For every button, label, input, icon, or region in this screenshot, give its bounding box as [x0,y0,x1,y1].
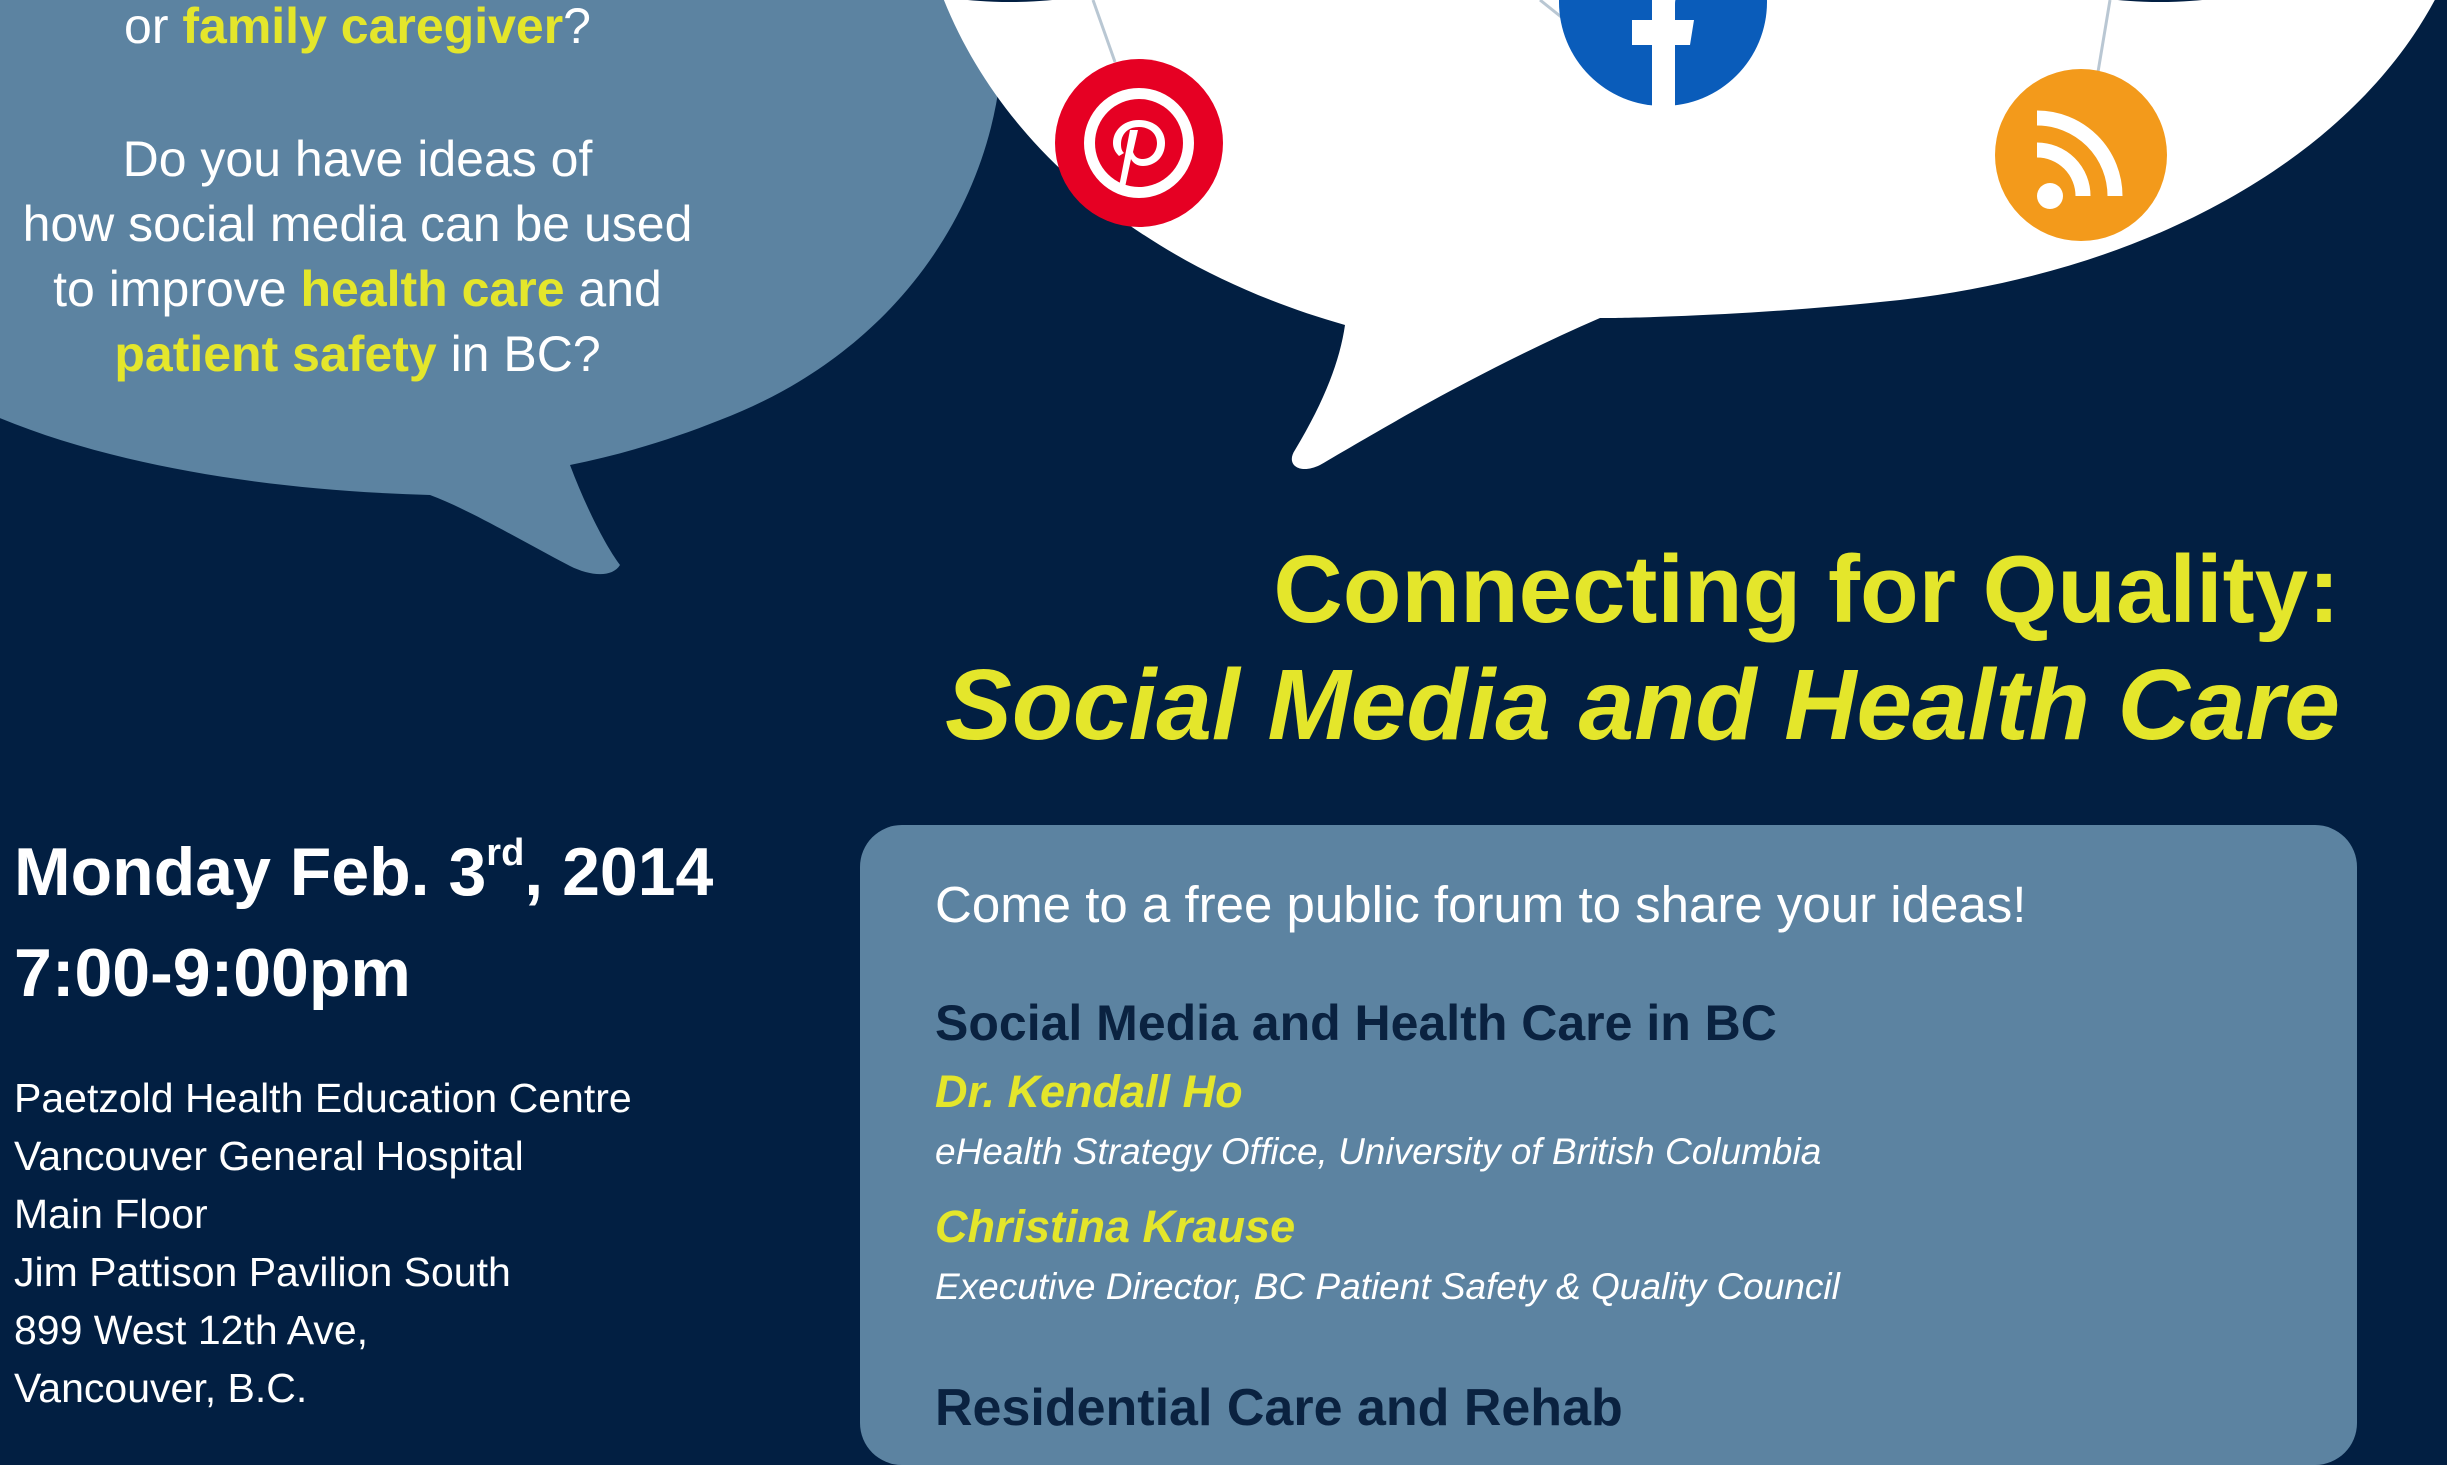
rss-icon [1995,69,2167,241]
social-media-bubble [640,0,2447,480]
event-date: Monday Feb. 3rd, 2014 [14,832,714,910]
bubble-line-2: Do you have ideas of [122,131,593,187]
bubble-line-5: patient safety in BC? [114,326,601,382]
session-title: Social Media and Health Care in BC [935,995,1777,1051]
info-panel [860,825,2357,1465]
venue-line: 899 West 12th Ave, [14,1307,369,1353]
pinterest-icon [1055,59,1223,227]
venue-line: Vancouver, B.C. [14,1365,308,1411]
venue-line: Paetzold Health Education Centre [14,1075,632,1121]
venue-line: Jim Pattison Pavilion South [14,1249,511,1295]
event-time: 7:00-9:00pm [14,935,411,1011]
speaker-name: Christina Krause [935,1201,1296,1252]
bubble-line-4: to improve health care and [53,261,662,317]
speaker-role: Executive Director, BC Patient Safety & Quality Council [935,1266,1840,1307]
venue-line: Main Floor [14,1191,208,1237]
venue-address [14,1069,632,1417]
page-title: Connecting for Quality: [1273,536,2340,643]
page-subtitle: Social Media and Health Care [945,649,2340,761]
forum-invitation: Come to a free public forum to share your ideas! [935,876,2027,933]
session-title-2: Residential Care and Rehab [935,1379,1623,1437]
bubble-line-1: or family caregiver? [124,0,591,54]
venue-line: Vancouver General Hospital [14,1133,524,1179]
speaker-name: Dr. Kendall Ho [935,1066,1243,1117]
bubble-line-3: how social media can be used [22,196,693,252]
speaker-role: eHealth Strategy Office, University of British Columbia [935,1131,1822,1172]
